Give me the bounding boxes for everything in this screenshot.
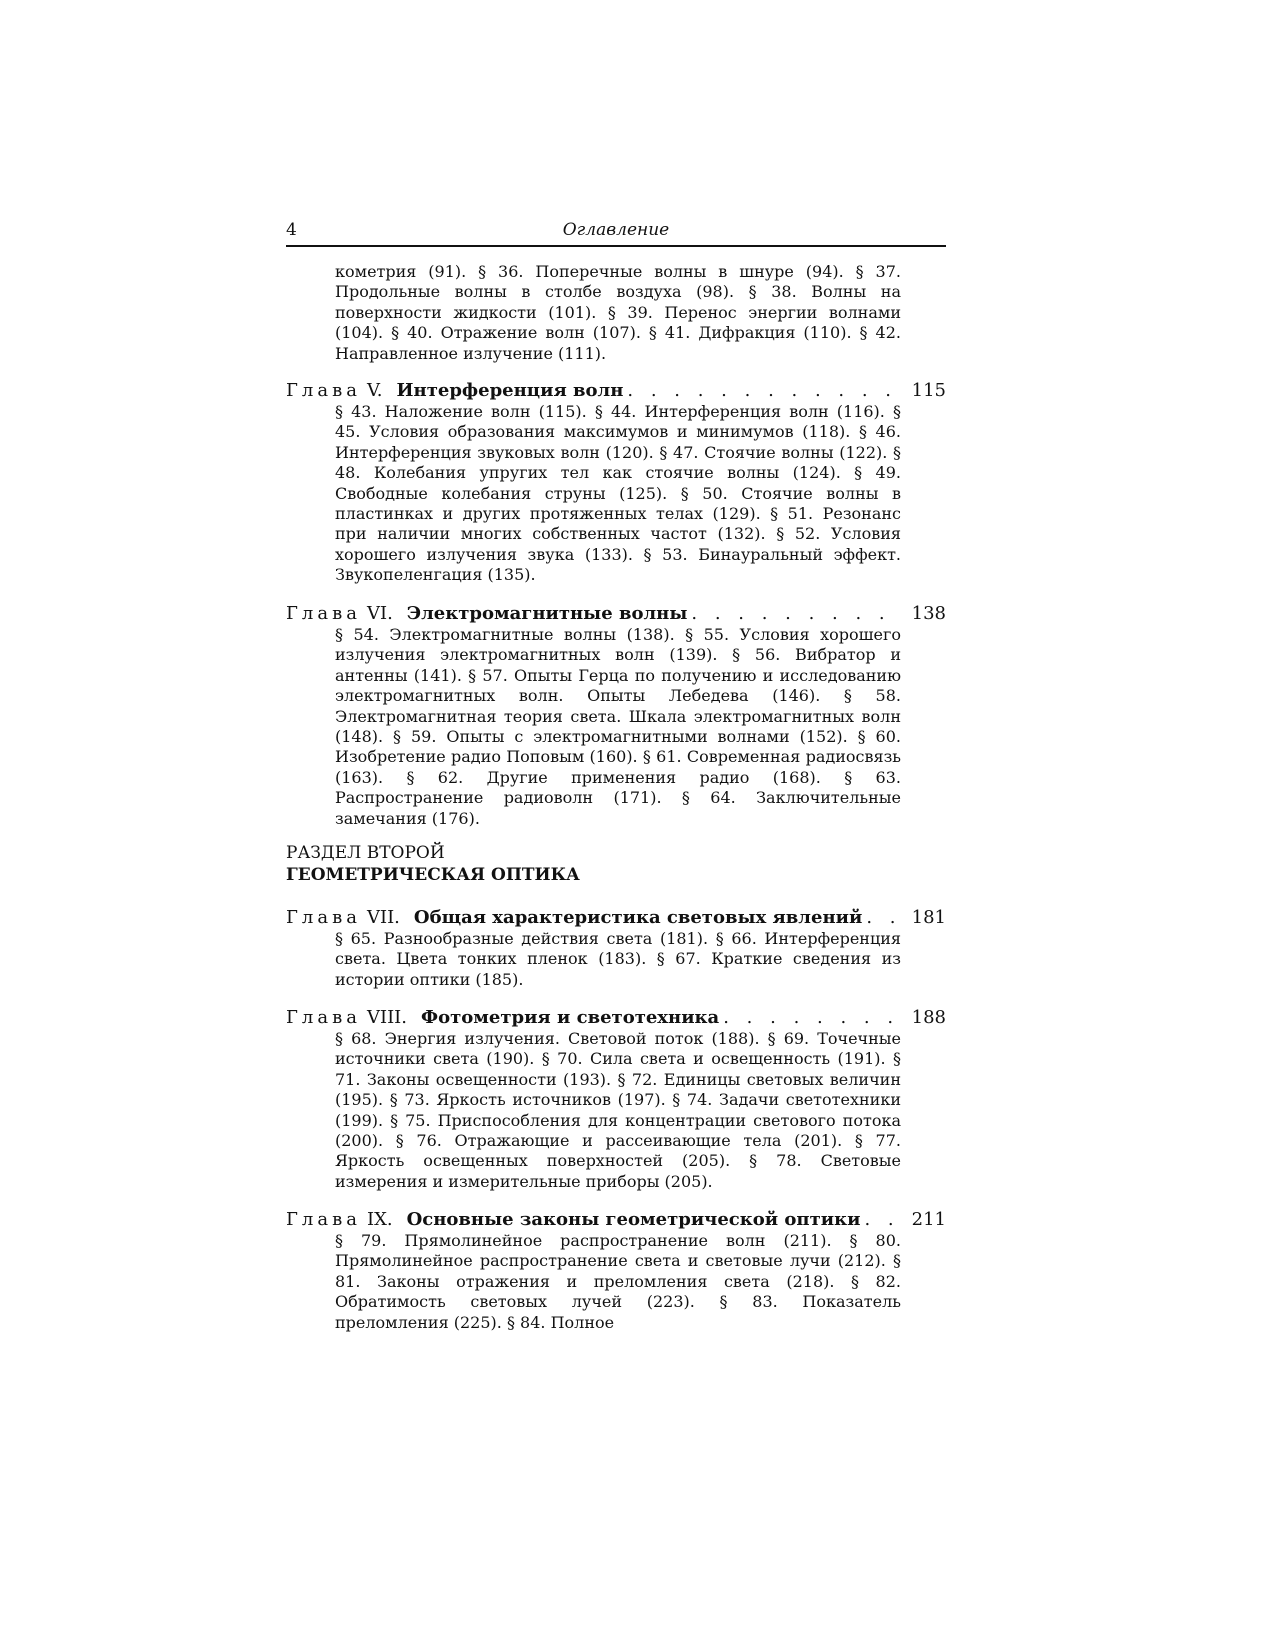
chapter-sections: § 68. Энергия излучения. Световой поток (188). § 69. Точечные источники света (190). § 70. Сила света и освещенность (191). § 71. Законы освещенности (193). § 72. Единицы световых величин (195). § 73. Яркость источников (197). § 74. Задачи светотехники (199). § 75. Приспособления для концентрации светового потока (200). § 76. Отражающие и рассеивающие тела (201). § 77. Яркость освещенных поверхностей (205). § 78. Световые измерения и измерительные приборы (205). [335,1029,901,1191]
chapter-sections: § 79. Прямолинейное распространение волн (211). § 80. Прямолинейное распространение света и световые лучи (212). § 81. Законы отражения и преломления света (218). § 82. Обратимость световых лучей (223). § 83. Показатель преломления (225). § 84. Полное [335,1231,901,1332]
chapter-label: Глава [286,907,361,928]
chapter-page-number: 181 [911,907,946,928]
chapter-sections: § 65. Разнообразные действия света (181). § 66. Интерференция света. Цвета тонких пленок (183). § 67. Краткие сведения из истории оптики (185). [335,929,901,989]
chapter-numeral: VIII. [366,1007,408,1028]
chapter-heading [286,1007,946,1029]
chapter-numeral: VII. [366,907,400,928]
intro-entry [286,262,946,364]
chapter-title: Фотометрия и светотехника [421,1007,720,1028]
chapter-page-number: 188 [911,1007,946,1028]
chapter-page-number: 138 [911,603,946,624]
chapter-heading [286,1209,946,1231]
chapter-numeral: V. [366,380,383,401]
chapter-heading [286,907,946,929]
chapter-8 [286,1007,946,1192]
chapter-page-number: 211 [911,1209,946,1230]
part-title: ГЕОМЕТРИЧЕСКАЯ ОПТИКА [286,865,580,885]
part-label: РАЗДЕЛ ВТОРОЙ [286,843,445,863]
dot-leader [723,1007,896,1029]
chapter-label: Глава [286,1209,361,1230]
running-head [286,219,946,247]
chapter-sections: § 43. Наложение волн (115). § 44. Интерференция волн (116). § 45. Условия образования максимумов и минимумов (118). § 46. Интерференция звуковых волн (120). § 47. Стоячие волны (122). § 48. Колебания упругих тел как стоячие волны (124). § 49. Свободные колебания струны (125). § 50. Стоячие волны в пластинках и других протяженных телах (129). § 51. Резонанс при наличии многих собственных частот (132). § 52. Условия хорошего излучения звука (133). § 53. Бинауральный эффект. Звукопеленгация (135). [335,402,901,585]
chapter-label: Глава [286,380,361,401]
chapter-5 [286,380,946,586]
part-heading [286,842,946,886]
chapter-title: Основные законы геометрической оптики [406,1209,861,1230]
toc-page [286,0,946,1651]
chapter-7 [286,907,946,990]
chapter-title: Общая характеристика световых явлений [413,907,863,928]
chapter-heading [286,380,946,402]
chapter-9 [286,1209,946,1333]
chapter-label: Глава [286,603,361,624]
chapter-label: Глава [286,1007,361,1028]
dot-leader [627,380,896,402]
dot-leader [866,907,896,929]
chapter-numeral: VI. [366,603,393,624]
chapter-sections: § 54. Электромагнитные волны (138). § 55. Условия хорошего излучения электромагнитных волн (139). § 56. Вибратор и антенны (141). § 57. Опыты Герца по получению и исследованию электромагнитных волн. Опыты Лебедева (146). § 58. Электромагнитная теория света. Шкала электромагнитных волн (148). § 59. Опыты с электромагнитными волнами (152). § 60. Изобретение радио Поповым (160). § 61. Современная радиосвязь (163). § 62. Другие применения радио (168). § 63. Распространение радиоволн (171). § 64. Заключительные замечания (176). [335,625,901,828]
chapter-page-number: 115 [911,380,946,401]
chapter-numeral: IX. [366,1209,393,1230]
chapter-heading [286,603,946,625]
chapter-title: Электромагнитные волны [406,603,688,624]
intro-text: кометрия (91). § 36. Поперечные волны в шнуре (94). § 37. Продольные волны в столбе воздуха (98). § 38. Волны на поверхности жидкости (101). § 39. Перенос энергии волнами (104). § 40. Отражение волн (107). § 41. Дифракция (110). § 42. Направленное излучение (111). [335,262,901,363]
running-title: Оглавление [562,220,670,240]
chapter-6 [286,603,946,829]
chapter-title: Интерференция волн [396,380,624,401]
dot-leader [691,603,896,625]
dot-leader [864,1209,896,1231]
page-number: 4 [286,220,297,240]
